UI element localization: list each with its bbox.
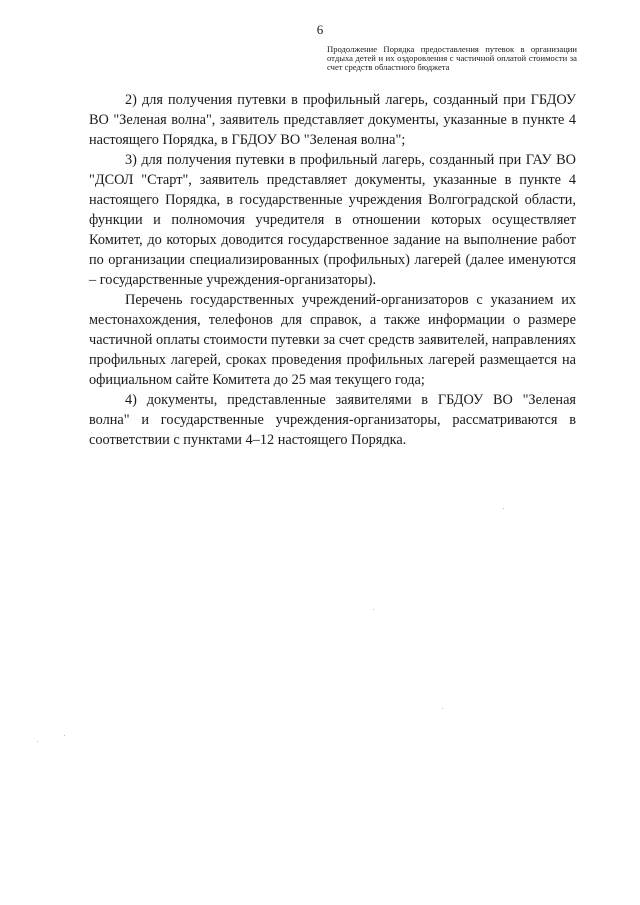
- paragraph-item-3: 3) для получения путевки в профильный лагерь, созданный при ГАУ ВО "ДСОЛ "Старт", заявитель представляет документы, указанные в пункте 4 настоящего Порядка, в государственные учреждения Волгоградской области, функции и полномочия учредителя в отношении которых осуществляет Комитет, до которых доводится государственное задание на выполнение работ по организации специализированных (профильных) лагерей (далее именуются – государственные учреждения-организаторы).: [89, 152, 576, 288]
- paragraph-institution-list: Перечень государственных учреждений-организаторов с указанием их местонахождения, телефонов для справок, а также информации о размере частичной оплаты стоимости путевки за счет средств заявителей, направлениях профильных лагерей, сроках проведения профильных лагерей размещается на официальном сайте Комитета до 25 мая текущего года;: [89, 292, 576, 388]
- paragraph-item-4: 4) документы, представленные заявителями в ГБДОУ ВО "Зеленая волна" и государственные учреждения-организаторы, рассматриваются в соответствии с пунктами 4–12 настоящего Порядка.: [89, 392, 576, 448]
- document-body: [89, 90, 576, 450]
- scan-speck: [442, 708, 443, 709]
- scan-speck: [373, 609, 374, 610]
- paragraph-item-2: 2) для получения путевки в профильный лагерь, созданный при ГБДОУ ВО "Зеленая волна", заявитель представляет документы, указанные в пункте 4 настоящего Порядка, в ГБДОУ ВО "Зеленая волна";: [89, 92, 576, 148]
- scan-speck: [503, 508, 504, 509]
- scan-speck: [37, 741, 38, 742]
- scan-speck: [64, 735, 65, 736]
- page-number: 6: [316, 22, 324, 37]
- header-note: Продолжение Порядка предоставления путевок в организации отдыха детей и их оздоровления с частичной оплатой стоимости за счет средств областного бюджета: [327, 44, 577, 73]
